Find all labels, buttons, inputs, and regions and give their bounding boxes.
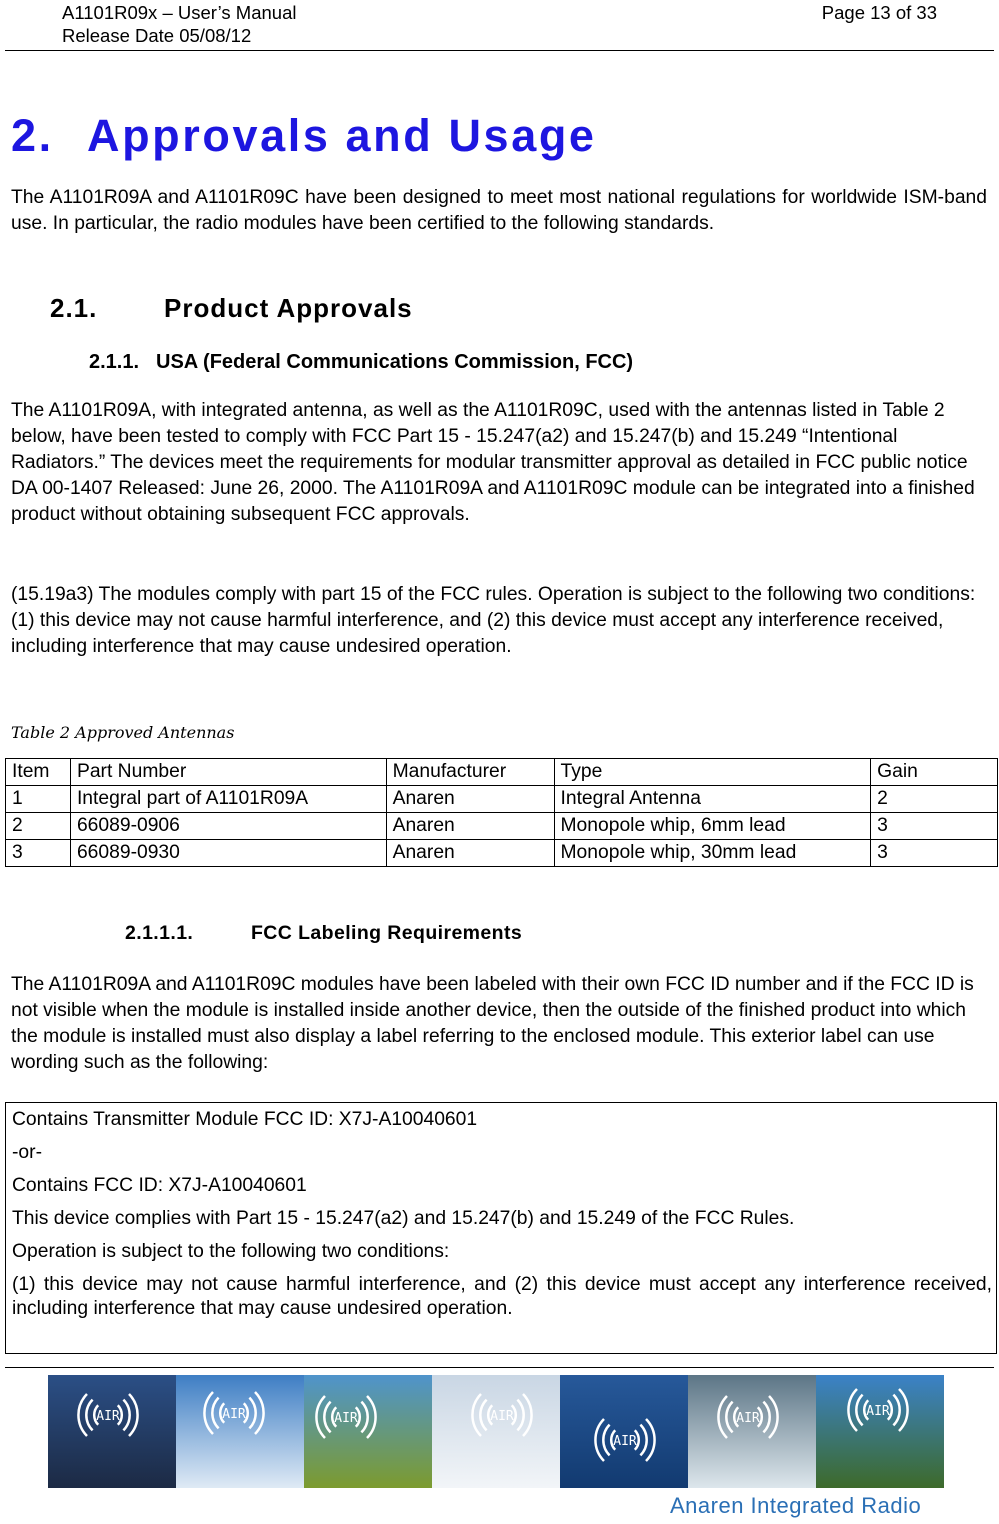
table-header-row xyxy=(6,759,998,786)
subsection-2-1-1-heading xyxy=(89,351,633,374)
label-line-or: -or- xyxy=(12,1142,42,1163)
table-cell: 3 xyxy=(871,840,998,867)
labeling-paragraph: The A1101R09A and A1101R09C modules have been labeled with their own FCC ID number and if the FCC ID is not visible when the module is installed inside another device, then the outside of the finished product into which the module is installed must also display a label referring to the enclosed module. This exterior label can use wording such as the following: xyxy=(11,974,974,1073)
table-cell: 66089-0906 xyxy=(70,813,386,840)
section-intro: The A1101R09A and A1101R09C have been designed to meet most national regulations for worldwide ISM-band use. In particular, the radio modules have been certified to the following standards. xyxy=(11,187,987,234)
banner-photo-skateboarder xyxy=(48,1375,176,1488)
label-line-compliance: This device complies with Part 15 - 15.247(a2) and 15.247(b) and 15.249 of the FCC Rules. xyxy=(12,1208,795,1229)
air-badge-text: AIR xyxy=(613,1434,637,1449)
banner-photo-kayaker xyxy=(688,1375,816,1488)
fcc-approval-paragraph: The A1101R09A, with integrated antenna, as well as the A1101R09C, used with the antennas listed in Table 2 below, have been tested to comply with FCC Part 15 - 15.247(a2) and 15.247(b) and 15.249 “Intentional Radiators.” The devices meet the requirements for modular transmitter approval as detailed in FCC public notice DA 00-1407 Released: June 26, 2000. The A1101R09A and A1101R09C module can be integrated into a finished product without obtaining subsequent FCC approvals. xyxy=(11,400,975,525)
fcc-conditions-paragraph: (15.19a3) The modules comply with part 15 of the FCC rules. Operation is subject to the following two conditions: (1) this device may not cause harmful interference, and (2) this device must accept any interference received, including interference that may cause undesired operation. xyxy=(11,584,976,657)
label-line-transmitter-module: Contains Transmitter Module FCC ID: X7J-A10040601 xyxy=(12,1109,478,1130)
header-release-date: Release Date 05/08/12 xyxy=(62,25,252,46)
subsection-2-1-number: 2.1. xyxy=(50,293,98,323)
table-cell: Anaren xyxy=(386,786,554,813)
subsection-2-1-title: Product Approvals xyxy=(164,293,413,323)
footer-image-banner xyxy=(48,1375,944,1488)
table-cell: Integral Antenna xyxy=(554,786,871,813)
table-header-cell: Part Number xyxy=(70,759,386,786)
section-number: 2. xyxy=(11,110,54,161)
subsection-2-1-1-1-title: FCC Labeling Requirements xyxy=(251,922,523,944)
header-rule xyxy=(5,50,994,51)
table-header-cell: Manufacturer xyxy=(386,759,554,786)
table-cell: Monopole whip, 30mm lead xyxy=(554,840,871,867)
table-header-cell: Gain xyxy=(871,759,998,786)
air-badge-text: AIR xyxy=(334,1411,358,1426)
subsection-2-1-heading xyxy=(50,293,413,324)
subsection-2-1-1-number: 2.1.1. xyxy=(89,351,140,373)
banner-tile-cyclist xyxy=(304,1375,432,1488)
banner-tile-skateboarder xyxy=(48,1375,176,1488)
table-cell: 66089-0930 xyxy=(70,840,386,867)
header-page-number: Page 13 of 33 xyxy=(821,2,937,23)
header-doc-title: A1101R09x – User’s Manual xyxy=(62,2,297,23)
banner-photo-snowboarder xyxy=(432,1375,560,1488)
banner-tile-rollerblader xyxy=(816,1375,944,1488)
air-badge-text: AIR xyxy=(866,1404,890,1419)
approved-antennas-table xyxy=(5,758,998,867)
banner-tile-windsurfer xyxy=(560,1375,688,1488)
table-row xyxy=(6,840,998,867)
table-cell: Anaren xyxy=(386,813,554,840)
banner-photo-windsurfer xyxy=(560,1375,688,1488)
table-row xyxy=(6,813,998,840)
subsection-2-1-1-1-number: 2.1.1.1. xyxy=(125,922,194,944)
table-cell: Monopole whip, 6mm lead xyxy=(554,813,871,840)
table-cell: 3 xyxy=(871,813,998,840)
table-cell: Anaren xyxy=(386,840,554,867)
air-badge-text: AIR xyxy=(490,1409,514,1424)
banner-tile-snowboarder xyxy=(432,1375,560,1488)
fcc-label-text-box xyxy=(5,1102,997,1354)
footer-brand-text: Anaren Integrated Radio xyxy=(670,1493,922,1518)
label-line-fcc-id: Contains FCC ID: X7J-A10040601 xyxy=(12,1175,307,1196)
banner-photo-skier xyxy=(176,1375,304,1488)
table-cell: 3 xyxy=(6,840,71,867)
section-heading xyxy=(11,110,597,162)
table-caption: Table 2 Approved Antennas xyxy=(11,723,235,742)
label-line-conditions-detail: (1) this device may not cause harmful interference, and (2) this device must accept any interference received, including interference that may cause undesired operation. xyxy=(12,1274,992,1319)
banner-photo-rollerblader xyxy=(816,1375,944,1488)
table-cell: 2 xyxy=(6,813,71,840)
banner-photo-cyclist xyxy=(304,1375,432,1488)
banner-tile-kayaker xyxy=(688,1375,816,1488)
table-header-cell: Type xyxy=(554,759,871,786)
section-title: Approvals and Usage xyxy=(87,110,597,161)
table-cell: 2 xyxy=(871,786,998,813)
air-badge-text: AIR xyxy=(222,1407,246,1422)
air-badge-text: AIR xyxy=(96,1409,120,1424)
table-header-cell: Item xyxy=(6,759,71,786)
air-badge-text: AIR xyxy=(736,1411,760,1426)
label-line-conditions: Operation is subject to the following two conditions: xyxy=(12,1241,450,1262)
subsection-2-1-1-1-heading xyxy=(125,922,522,945)
table-row xyxy=(6,786,998,813)
banner-tile-skier xyxy=(176,1375,304,1488)
subsection-2-1-1-title: USA (Federal Communications Commission, FCC) xyxy=(156,351,634,373)
table-cell: 1 xyxy=(6,786,71,813)
table-cell: Integral part of A1101R09A xyxy=(70,786,386,813)
footer-rule xyxy=(5,1367,994,1368)
